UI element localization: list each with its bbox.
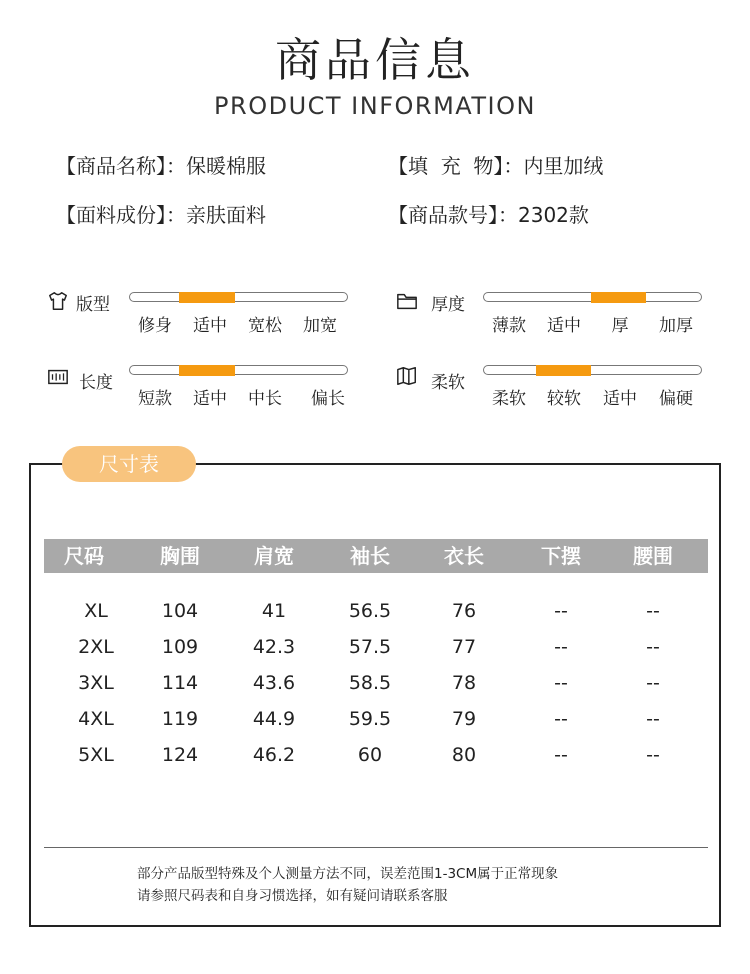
table-cell: -- <box>646 744 660 766</box>
table-cell: 79 <box>451 708 477 730</box>
info-item-style-no <box>388 199 589 228</box>
table-cell: 78 <box>451 672 477 694</box>
table-cell: -- <box>554 744 568 766</box>
table-cell: 44.9 <box>252 708 296 730</box>
column-header: 尺码 <box>64 544 104 568</box>
table-cell: 2XL <box>78 636 114 658</box>
attribute-label: 柔软 <box>431 373 465 393</box>
table-cell: -- <box>646 636 660 658</box>
attribute-label: 长度 <box>79 373 113 393</box>
table-cell: 119 <box>161 708 199 730</box>
level-bar <box>483 365 702 375</box>
level-bar-fill <box>536 365 591 376</box>
level-option: 柔软 <box>492 389 526 409</box>
size-table-tag: 尺寸表 <box>62 446 196 482</box>
table-cell: 41 <box>261 600 287 622</box>
table-cell: 43.6 <box>252 672 296 694</box>
level-bar-fill <box>179 292 235 303</box>
info-item-fabric <box>56 199 266 228</box>
level-bar-fill <box>591 292 646 303</box>
level-option: 中长 <box>248 389 282 409</box>
table-cell: 77 <box>451 636 477 658</box>
info-item-filling <box>388 150 603 179</box>
info-label: 【填 充 物】： <box>388 154 524 178</box>
table-cell: 57.5 <box>348 636 392 658</box>
shirt-icon <box>47 290 69 312</box>
table-cell: -- <box>646 600 660 622</box>
table-cell: 56.5 <box>348 600 392 622</box>
level-option: 适中 <box>193 316 227 336</box>
info-item-name <box>56 150 266 179</box>
ruler-icon <box>47 366 69 388</box>
table-cell: XL <box>84 600 108 622</box>
divider <box>44 847 708 848</box>
table-cell: -- <box>646 672 660 694</box>
info-label: 【商品名称】： <box>56 154 186 178</box>
page-subtitle: PRODUCT INFORMATION <box>214 92 536 120</box>
attribute-label: 版型 <box>76 295 110 315</box>
table-cell: 3XL <box>78 672 114 694</box>
level-bar <box>483 292 702 302</box>
info-value: 2302款 <box>518 203 589 227</box>
level-bar-fill <box>179 365 235 376</box>
table-cell: -- <box>554 708 568 730</box>
folder-icon <box>396 290 418 312</box>
table-cell: 5XL <box>78 744 114 766</box>
table-cell: 4XL <box>78 708 114 730</box>
level-option: 厚 <box>611 316 629 336</box>
column-header: 肩宽 <box>254 544 294 568</box>
table-cell: 124 <box>161 744 199 766</box>
level-option: 较软 <box>547 389 581 409</box>
table-cell: -- <box>554 672 568 694</box>
info-label: 【面料成份】： <box>56 203 186 227</box>
table-cell: -- <box>554 636 568 658</box>
level-option: 短款 <box>138 389 172 409</box>
level-option: 适中 <box>193 389 227 409</box>
table-cell: 42.3 <box>252 636 296 658</box>
table-cell: 58.5 <box>348 672 392 694</box>
page-title: 商品信息 <box>275 33 475 87</box>
table-cell: -- <box>554 600 568 622</box>
table-cell: -- <box>646 708 660 730</box>
table-cell: 59.5 <box>348 708 392 730</box>
level-option: 适中 <box>603 389 637 409</box>
level-option: 宽松 <box>248 316 282 336</box>
size-table-panel <box>29 463 721 927</box>
table-cell: 104 <box>161 600 199 622</box>
level-option: 修身 <box>138 316 172 336</box>
level-option: 偏硬 <box>659 389 693 409</box>
attribute-label: 厚度 <box>431 295 465 315</box>
info-value: 保暖棉服 <box>186 154 266 178</box>
level-option: 薄款 <box>492 316 526 336</box>
level-option: 加宽 <box>303 316 337 336</box>
level-option: 偏长 <box>311 389 345 409</box>
level-option: 适中 <box>547 316 581 336</box>
table-cell: 60 <box>357 744 383 766</box>
table-cell: 114 <box>161 672 199 694</box>
column-header: 腰围 <box>633 544 673 568</box>
level-option: 加厚 <box>659 316 693 336</box>
column-header: 下摆 <box>541 544 581 568</box>
note-line: 部分产品版型特殊及个人测量方法不同，误差范围1-3CM属于正常现象 <box>137 866 559 882</box>
fabric-icon <box>396 365 418 387</box>
level-bar <box>129 292 348 302</box>
column-header: 胸围 <box>160 544 200 568</box>
info-value: 亲肤面料 <box>186 203 266 227</box>
info-value: 内里加绒 <box>523 154 604 178</box>
level-bar <box>129 365 348 375</box>
table-cell: 76 <box>451 600 477 622</box>
note-line: 请参照尺码表和自身习惯选择，如有疑问请联系客服 <box>137 888 448 904</box>
column-header: 衣长 <box>444 544 484 568</box>
table-cell: 109 <box>161 636 199 658</box>
column-header: 袖长 <box>350 544 390 568</box>
table-cell: 46.2 <box>252 744 296 766</box>
size-table-header <box>44 539 708 573</box>
info-label: 【商品款号】： <box>388 203 518 227</box>
table-cell: 80 <box>451 744 477 766</box>
